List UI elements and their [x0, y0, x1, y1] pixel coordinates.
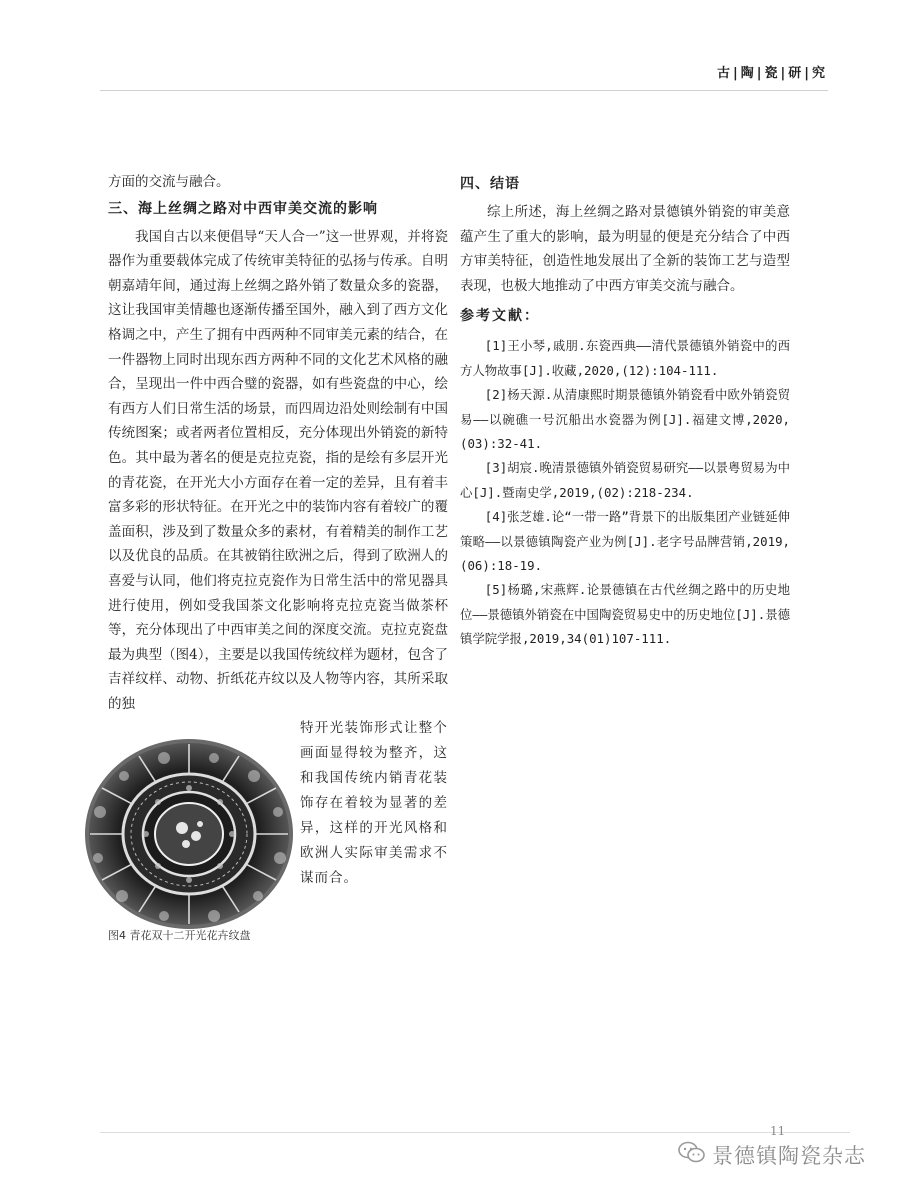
- references-heading: 参考文献：: [460, 308, 540, 325]
- header-divider: [100, 90, 828, 91]
- watermark-text: 景德镇陶瓷杂志: [712, 1144, 866, 1168]
- wrapped-paragraph: 特开光装饰形式让整个画面显得较为整齐，这和我国传统内销青花装饰存在着较为显著的差异，这样的开光风格和欧洲人实际审美需求不谋而合。: [300, 720, 448, 887]
- reference-item: [2]杨天源.从清康熙时期景德镇外销瓷看中欧外销瓷贸易——以碗礁一号沉船出水瓷器为例[J].福建文博,2020,(03):32-41.: [460, 387, 790, 451]
- conclusion-paragraph: 综上所述，海上丝绸之路对景德镇外销瓷的审美意蕴产生了重大的影响，最为明显的便是充分结合了中西方审美特征，创造性地发展出了全新的装饰工艺与造型表现，也极大地推动了中西方审美交流与融合。: [460, 204, 790, 294]
- right-column: [460, 170, 790, 652]
- footer-divider: [100, 1132, 850, 1133]
- page-header: [0, 56, 900, 96]
- continuation-text: 方面的交流与融合。: [108, 174, 230, 190]
- body-paragraph: 我国自古以来便倡导“天人合一”这一世界观，并将瓷器作为重要载体完成了传统审美特征的弘扬与传承。自明朝嘉靖年间，通过海上丝绸之路外销了数量众多的瓷器，这让我国审美情趣也逐渐传播至国外，融入到了西方文化格调之中，产生了拥有中西两种不同审美元素的结合，在一件器物上同时出现东西方两种不同的文化艺术风格的融合，呈现出一件中西合璧的瓷器，如有些瓷盘的中心，绘有西方人们日常生活的场景，而四周边沿处则绘制有中国传统图案；或者两者位置相反，充分体现出外销瓷的新特色。其中最为著名的便是克拉克瓷，指的是绘有多层开光的青花瓷，在开光大小方面存在着一定的差异，且有着丰富多彩的形状特征。在开光之中的装饰内容有着较广的覆盖面积，涉及到了数量众多的素材，有着精美的制作工艺以及优良的品质。在其被销往欧洲之后，得到了欧洲人的喜爱与认同，他们将克拉克瓷作为日常生活中的常见器具进行使用，例如受我国茶文化影响将克拉克瓷当做茶杯等，充分体现出了中西审美之间的深度交流。克拉克瓷盘最为典型（图4），主要是以我国传统纹样为题材，包含了吉祥纹样、动物、折纸花卉纹以及人物等内容，其所采取的独: [108, 228, 448, 712]
- section-heading-4: 四、结语: [460, 176, 520, 192]
- watermark: [678, 1138, 888, 1172]
- reference-item: [1]王小琴,戚朋.东瓷西典——清代景德镇外销瓷中的西方人物故事[J].收藏,2020,(12):104-111.: [460, 338, 790, 378]
- page-number: 11: [770, 1124, 786, 1138]
- left-column: [108, 170, 448, 966]
- wechat-icon: [678, 1141, 706, 1169]
- reference-item: [5]杨璐,宋燕辉.论景德镇在古代丝绸之路中的历史地位——景德镇外销瓷在中国陶瓷贸易史中的历史地位[J].景德镇学院学报,2019,34(01)107-111.: [460, 582, 790, 647]
- reference-item: [4]张芝雄.论“一带一路”背景下的出版集团产业链延伸策略——以景德镇陶瓷产业为例[J].老字号品牌营销,2019,(06):18-19.: [460, 509, 790, 574]
- section-heading-3: 三、海上丝绸之路对中西审美交流的影响: [108, 200, 378, 217]
- porcelain-plate-image: [82, 736, 296, 932]
- reference-item: [3]胡宸.晚清景德镇外销瓷贸易研究——以景粤贸易为中心[J].暨南史学,2019,(02):218-234.: [460, 460, 790, 500]
- section-title: 古|陶|瓷|研|究: [717, 66, 828, 81]
- figure-caption: 图4 青花双十二开光花卉纹盘: [108, 929, 251, 942]
